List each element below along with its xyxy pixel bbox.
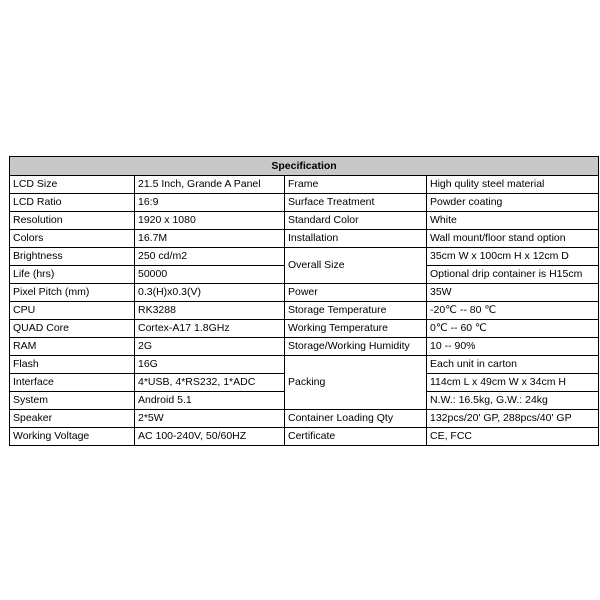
table-row [10, 302, 599, 320]
spec-label: Packing [285, 356, 427, 410]
table-title: Specification [10, 157, 599, 176]
spec-label: LCD Ratio [10, 194, 135, 212]
spec-value: AC 100-240V, 50/60HZ [135, 428, 285, 446]
specification-table-container [9, 156, 598, 442]
spec-value: 16:9 [135, 194, 285, 212]
spec-value: Android 5.1 [135, 392, 285, 410]
spec-label: Surface Treatment [285, 194, 427, 212]
spec-value: 1920 x 1080 [135, 212, 285, 230]
spec-label: Certificate [285, 428, 427, 446]
spec-value: 10 -- 90% [427, 338, 599, 356]
spec-label: Resolution [10, 212, 135, 230]
spec-label: Storage Temperature [285, 302, 427, 320]
spec-value: High qulity steel material [427, 176, 599, 194]
spec-label: Working Temperature [285, 320, 427, 338]
spec-value: 250 cd/m2 [135, 248, 285, 266]
specification-table [9, 156, 599, 446]
spec-label: Pixel Pitch (mm) [10, 284, 135, 302]
spec-label: RAM [10, 338, 135, 356]
spec-value: 2*5W [135, 410, 285, 428]
spec-value: 50000 [135, 266, 285, 284]
table-row [10, 284, 599, 302]
spec-label: Standard Color [285, 212, 427, 230]
spec-value: Each unit in carton [427, 356, 599, 374]
table-header-row [10, 157, 599, 176]
spec-label: Interface [10, 374, 135, 392]
spec-value: 4*USB, 4*RS232, 1*ADC [135, 374, 285, 392]
table-row [10, 428, 599, 446]
spec-value: 16G [135, 356, 285, 374]
spec-label: Frame [285, 176, 427, 194]
spec-label: CPU [10, 302, 135, 320]
spec-value: -20℃ -- 80 ℃ [427, 302, 599, 320]
table-row [10, 176, 599, 194]
spec-value: 132pcs/20' GP, 288pcs/40' GP [427, 410, 599, 428]
spec-value: RK3288 [135, 302, 285, 320]
spec-label: Storage/Working Humidity [285, 338, 427, 356]
spec-value: White [427, 212, 599, 230]
spec-value: 0℃ -- 60 ℃ [427, 320, 599, 338]
table-row [10, 356, 599, 374]
spec-value: 0.3(H)x0.3(V) [135, 284, 285, 302]
spec-value: N.W.: 16.5kg, G.W.: 24kg [427, 392, 599, 410]
table-row [10, 194, 599, 212]
table-row [10, 230, 599, 248]
spec-value: Powder coating [427, 194, 599, 212]
spec-label: Overall Size [285, 248, 427, 284]
spec-label: Power [285, 284, 427, 302]
spec-label: Brightness [10, 248, 135, 266]
table-row [10, 410, 599, 428]
table-row [10, 320, 599, 338]
spec-value: 35cm W x 100cm H x 12cm D [427, 248, 599, 266]
spec-value: 21.5 Inch, Grande A Panel [135, 176, 285, 194]
spec-value: CE, FCC [427, 428, 599, 446]
spec-value: 35W [427, 284, 599, 302]
spec-value: 114cm L x 49cm W x 34cm H [427, 374, 599, 392]
spec-label: Speaker [10, 410, 135, 428]
table-row [10, 248, 599, 266]
spec-label: Life (hrs) [10, 266, 135, 284]
spec-label: Colors [10, 230, 135, 248]
spec-value: 2G [135, 338, 285, 356]
spec-label: Installation [285, 230, 427, 248]
spec-value: Optional drip container is H15cm [427, 266, 599, 284]
spec-value: 16.7M [135, 230, 285, 248]
spec-label: QUAD Core [10, 320, 135, 338]
spec-label: Container Loading Qty [285, 410, 427, 428]
spec-label: LCD Size [10, 176, 135, 194]
spec-value: Cortex-A17 1.8GHz [135, 320, 285, 338]
spec-label: Working Voltage [10, 428, 135, 446]
spec-value: Wall mount/floor stand option [427, 230, 599, 248]
table-row [10, 338, 599, 356]
table-row [10, 212, 599, 230]
spec-label: System [10, 392, 135, 410]
spec-label: Flash [10, 356, 135, 374]
